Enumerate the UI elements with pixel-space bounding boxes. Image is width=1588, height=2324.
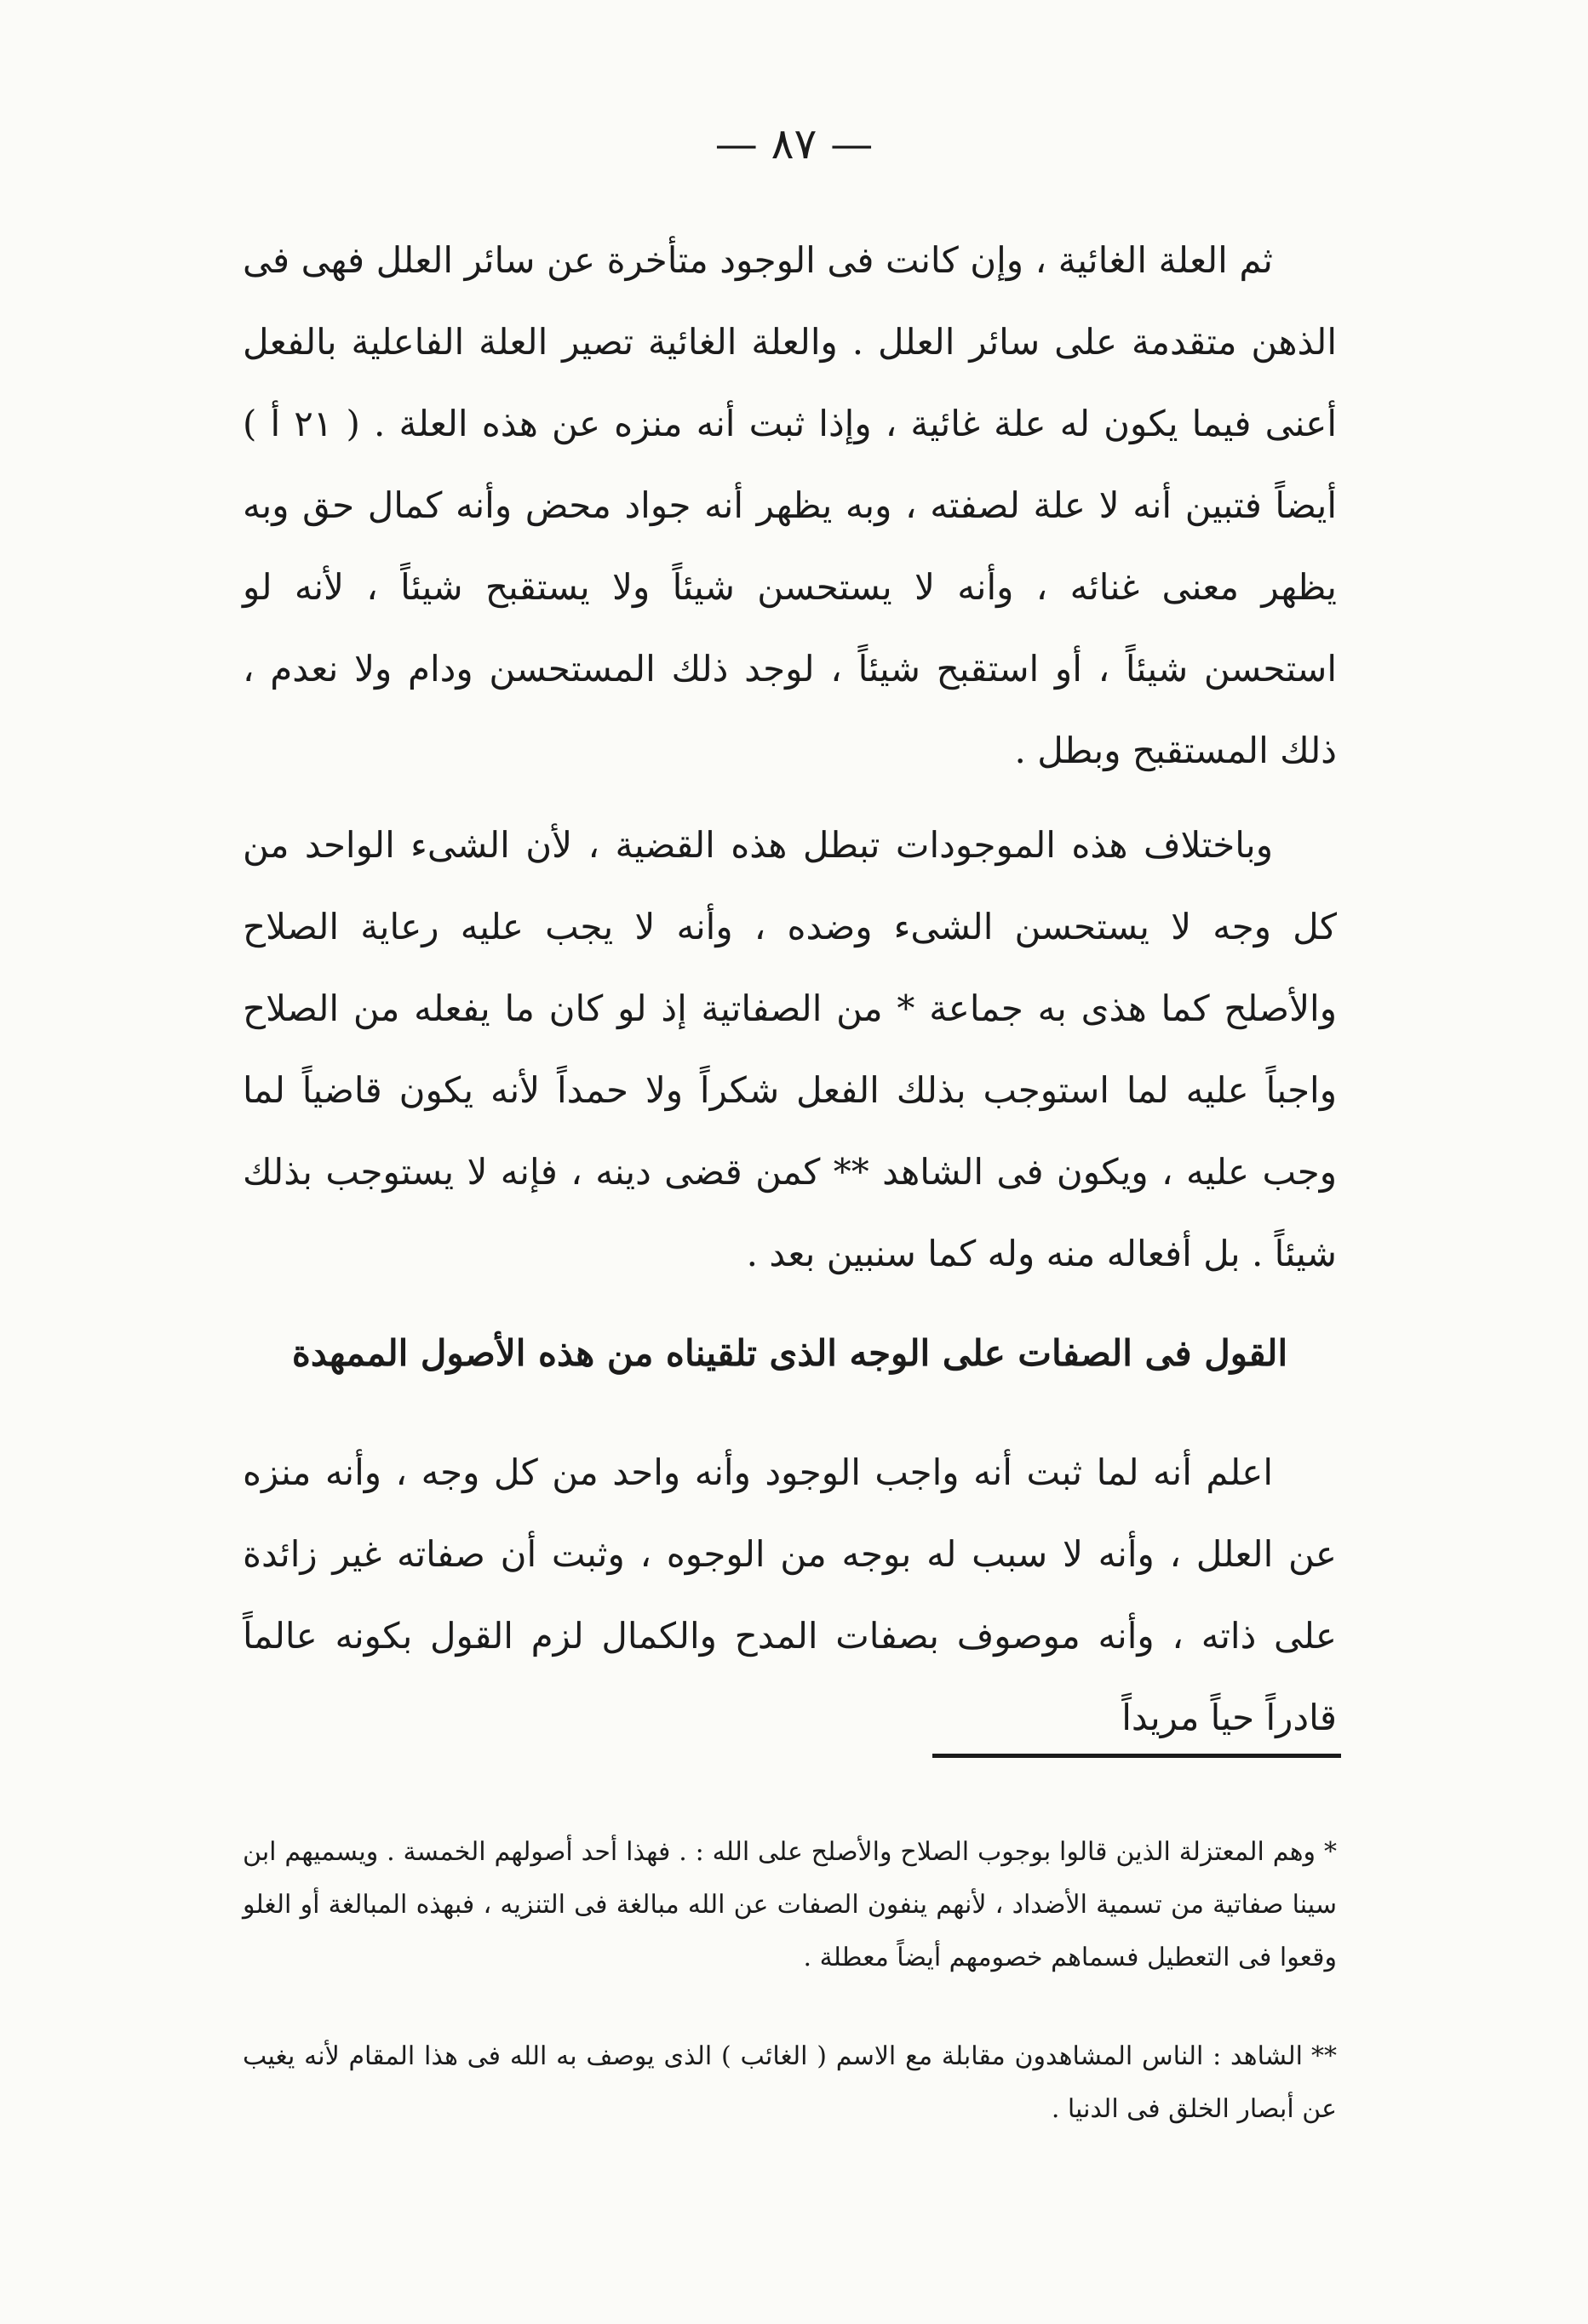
paragraph-2 [243,804,1337,1295]
footnote-text: الشاهد : الناس المشاهدون مقابلة مع الاسم ( الغائب ) الذى يوصف به الله فى هذا المقام لأنه يغيب عن أبصار الخلق فى الدنيا . [243,2041,1337,2124]
paragraph-text: وباختلاف هذه الموجودات تبطل هذه القضية ، لأن الشىء الواحد من كل وجه لا يستحسن الشىء وضده ، وأنه لا يجب عليه رعاية الصلاح والأصلح كما هذى به جماعة * من الصفاتية إذ لو كان ما يفعله من الصلاح واجباً عليه لما استوجب بذلك الفعل شكراً ولا حمداً لأنه يكون قاضياً لما وجب عليه ، ويكون فى الشاهد ** كمن قضى دينه ، فإنه لا يستوجب بذلك شيئاً . بل أفعاله منه وله كما سنبين بعد . [243,824,1337,1274]
paragraph-1 [243,220,1337,792]
footnote-marker: ** [1311,2041,1337,2071]
footnote-divider [932,1754,1341,1758]
paragraph-text: اعلم أنه لما ثبت أنه واجب الوجود وأنه واحد من كل وجه ، وأنه منزه عن العلل ، وأنه لا سبب له بوجه من الوجوه ، وثبت أن صفاته غير زائدة على ذاته ، وأنه موصوف بصفات المدح والكمال لزم القول بكونه عالماً قادراً حياً مريداً [243,1451,1337,1738]
section-heading: القول فى الصفات على الوجه الذى تلقيناه من هذه الأصول الممهدة [291,1332,1288,1374]
footnote-1 [243,1826,1337,1984]
paragraph-3 [243,1432,1337,1759]
footnote-marker: * [1324,1837,1337,1867]
paragraph-text: ثم العلة الغائية ، وإن كانت فى الوجود متأخرة عن سائر العلل فهى فى الذهن متقدمة على سائر العلل . والعلة الغائية تصير العلة الفاعلية بالفعل أعنى فيما يكون له علة غائية ، وإذا ثبت أنه منزه عن هذه العلة . ( ٢١ أ ) أيضاً فتبين أنه لا علة لصفته ، وبه يظهر أنه جواد محض وأنه كمال حق وبه يظهر معنى غنائه ، وأنه لا يستحسن شيئاً ولا يستقبح شيئاً ، لأنه لو استحسن شيئاً ، أو استقبح شيئاً ، لوجد ذلك المستحسن ودام ولا نعدم ، ذلك المستقبح وبطل . [243,239,1337,771]
footnote-text: وهم المعتزلة الذين قالوا بوجوب الصلاح والأصلح على الله : . فهذا أحد أصولهم الخمسة . ويسميهم ابن سينا صفاتية من تسمية الأضداد ، لأنهم ينفون الصفات عن الله مبالغة فى التنزيه ، فبهذه المبالغة أو الغلو وقعوا فى التعطيل فسماهم خصومهم أيضاً معطلة . [243,1837,1337,1972]
page-number: — ٨٧ — [714,119,874,169]
footnote-2 [243,2030,1337,2136]
